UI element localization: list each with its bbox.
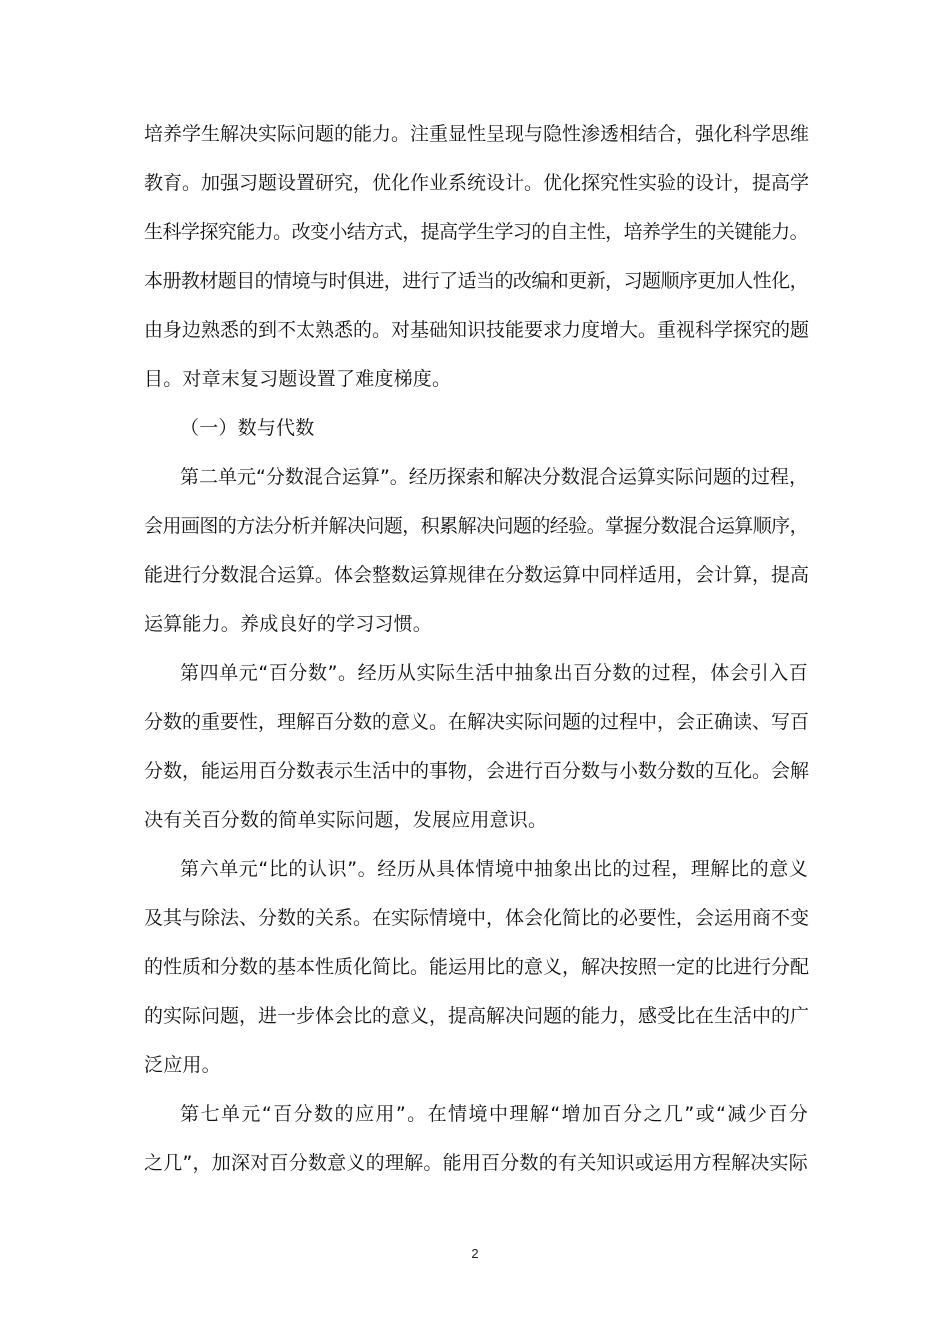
paragraph-line: 第六单元“比的认识”。经历从具体情境中抽象出比的过程，理解比的意义 <box>180 858 808 880</box>
paragraph-line: 本册教材题目的情境与时俱进，进行了适当的改编和更新，习题顺序更加人性化， <box>144 270 808 292</box>
page-number: 2 <box>471 1246 479 1261</box>
paragraph-line: 运算能力。养成良好的学习习惯。 <box>144 613 433 635</box>
paragraph-line: 能进行分数混合运算。体会整数运算规律在分数运算中同样适用，会计算，提高 <box>144 564 810 586</box>
paragraph-line: 目。对章末复习题设置了难度梯度。 <box>144 368 452 390</box>
paragraph-line: 会用画图的方法分析并解决问题，积累解决问题的经验。掌握分数混合运算顺序， <box>144 515 808 537</box>
paragraph-line: 第四单元“百分数”。经历从实际生活中抽象出百分数的过程，体会引入百 <box>180 662 808 684</box>
paragraph-line: 及其与除法、分数的关系。在实际情境中，体会化简比的必要性，会运用商不变 <box>144 907 810 929</box>
paragraph-line: 生科学探究能力。改变小结方式，提高学生学习的自主性，培养学生的关键能力。 <box>144 221 808 243</box>
paragraph-line: 由身边熟悉的到不太熟悉的。对基础知识技能要求力度增大。重视科学探究的题 <box>144 319 810 341</box>
section-heading: （一）数与代数 <box>180 417 315 439</box>
paragraph-line: 分数，能运用百分数表示生活中的事物，会进行百分数与小数分数的互化。会解 <box>144 760 810 782</box>
paragraph-line: 第七单元“百分数的应用”。在情境中理解“增加百分之几”或“减少百分 <box>180 1103 808 1125</box>
paragraph-line: 的性质和分数的基本性质化简比。能运用比的意义，解决按照一定的比进行分配 <box>144 956 810 978</box>
paragraph-line: 第二单元“分数混合运算”。经历探索和解决分数混合运算实际问题的过程， <box>180 466 808 488</box>
paragraph-line: 培养学生解决实际问题的能力。注重显性呈现与隐性渗透相结合，强化科学思维 <box>144 123 810 145</box>
paragraph-line: 泛应用。 <box>144 1054 221 1076</box>
paragraph-line: 教育。加强习题设置研究，优化作业系统设计。优化探究性实验的设计，提高学 <box>144 172 810 194</box>
paragraph-line: 的实际问题，进一步体会比的意义，提高解决问题的能力，感受比在生活中的广 <box>144 1005 810 1027</box>
paragraph-line: 之几”，加深对百分数意义的理解。能用百分数的有关知识或运用方程解决实际 <box>144 1152 808 1174</box>
paragraph-line: 分数的重要性，理解百分数的意义。在解决实际问题的过程中，会正确读、写百 <box>144 711 810 733</box>
paragraph-line: 决有关百分数的简单实际问题，发展应用意识。 <box>144 809 548 831</box>
